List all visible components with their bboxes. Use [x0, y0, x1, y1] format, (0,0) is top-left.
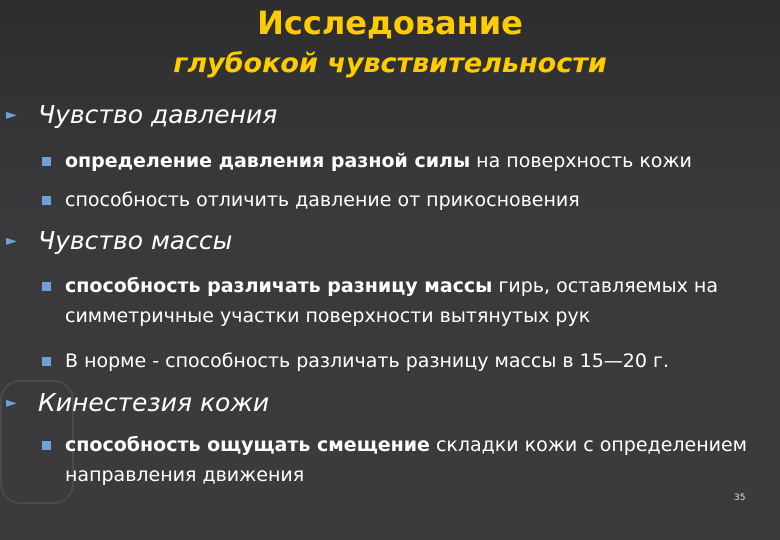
- arrow-bullet-icon: ►: [6, 232, 17, 249]
- bullet-text: складки кожи с определением направления движения: [65, 434, 748, 486]
- bullet-bold-text: способность различать разницу массы: [65, 275, 493, 297]
- bullet-text: В норме - способность различать разницу массы в 15—20 г.: [65, 350, 670, 372]
- square-bullet-icon: [42, 441, 51, 450]
- page-number: 35: [734, 493, 746, 503]
- square-bullet-icon: [42, 157, 51, 166]
- square-bullet-icon: [42, 196, 51, 205]
- square-bullet-icon: [42, 282, 51, 291]
- bullet-item: [42, 346, 772, 376]
- arrow-bullet-icon: ►: [6, 106, 17, 123]
- bullet-bold-text: способность ощущать смещение: [65, 434, 430, 456]
- slide-title: Исследование: [257, 4, 523, 42]
- bullet-item: [42, 146, 772, 176]
- bullet-text: на поверхность кожи: [470, 150, 692, 172]
- section-label: Чувство массы: [38, 226, 233, 255]
- bullet-item: [42, 185, 772, 215]
- slide-subtitle: глубокой чувствительности: [173, 48, 607, 79]
- bullet-item: [42, 271, 772, 331]
- bullet-text: гирь, оставляемых на симметричные участки поверхности вытянутых рук: [65, 275, 718, 327]
- arrow-bullet-icon: ►: [6, 394, 17, 411]
- bullet-item: [42, 430, 772, 490]
- section-mass: [6, 226, 232, 255]
- section-label: Чувство давления: [38, 100, 278, 129]
- section-skin-kinesthesia: [6, 388, 269, 417]
- square-bullet-icon: [42, 357, 51, 366]
- bullet-bold-text: определение давления разной силы: [65, 150, 471, 172]
- bullet-text: способность отличить давление от прикосновения: [65, 189, 580, 211]
- section-pressure: [6, 100, 277, 129]
- section-label: Кинестезия кожи: [38, 388, 270, 417]
